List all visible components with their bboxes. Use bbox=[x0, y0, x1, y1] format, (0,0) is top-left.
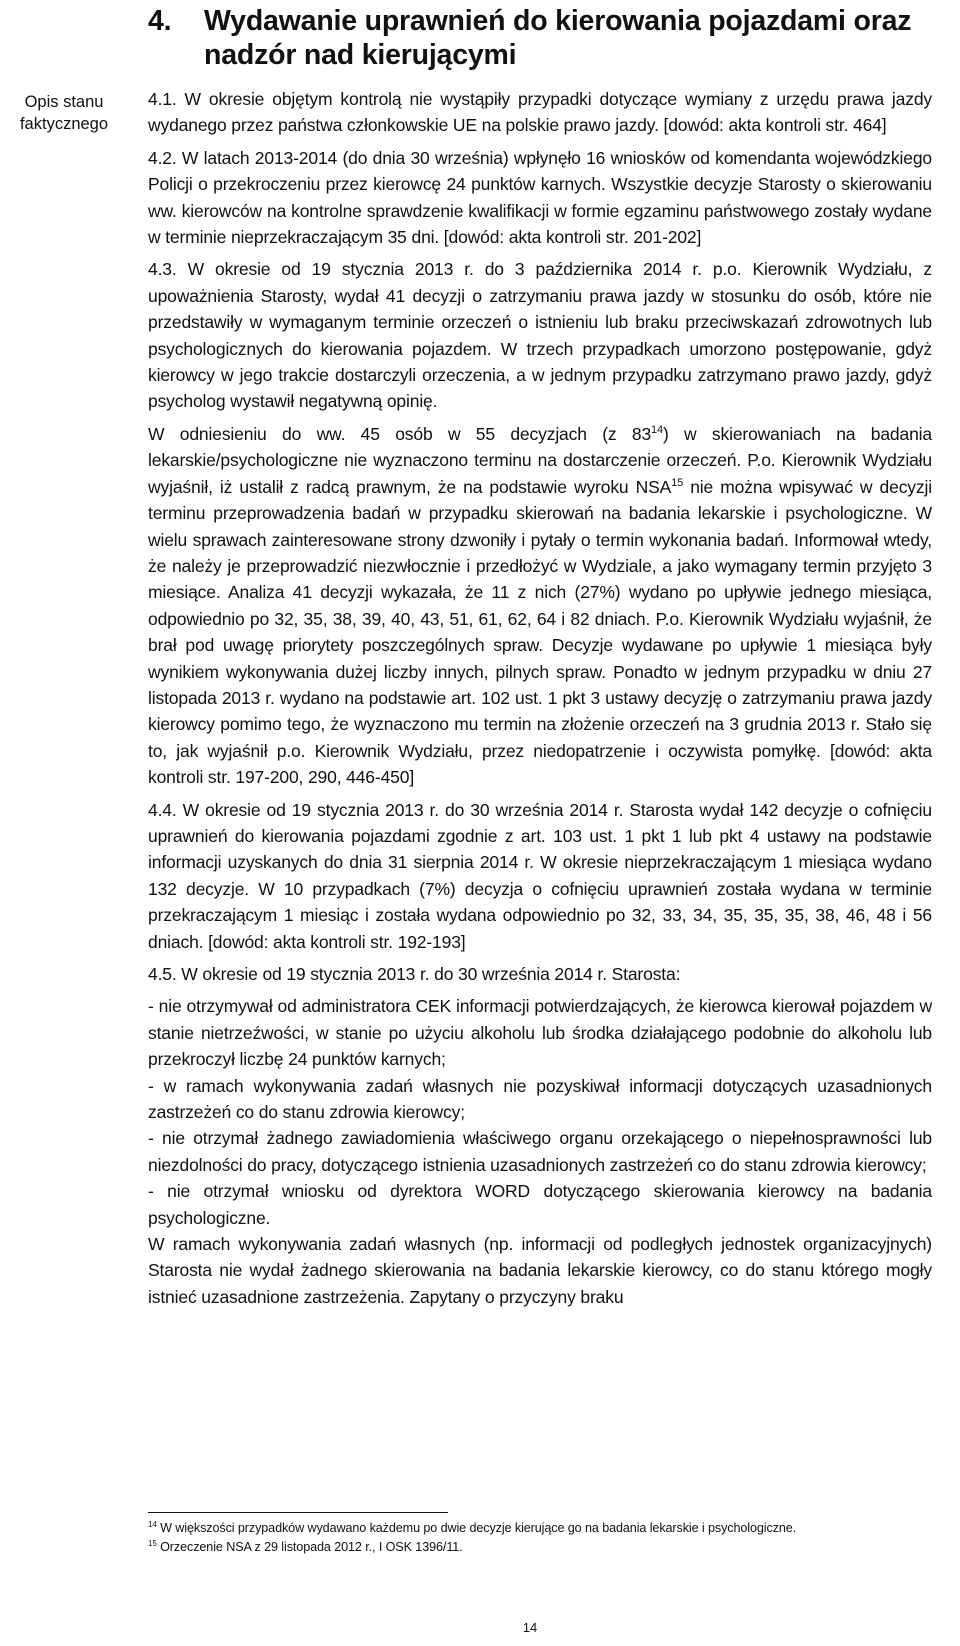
paragraph-4-3: 4.3. W okresie od 19 stycznia 2013 r. do 3 października 2014 r. p.o. Kierownik Wydziału, z upoważnienia Starosty, wydał 41 decyzji o zatrzymaniu prawa jazdy w stosunku do osób, które nie przedstawiły w wymaganym terminie orzeczeń o istnieniu lub braku przeciwskazań zdrowotnych lub psychologicznych do kierowania pojazdem. W trzech przypadkach umorzono postępowanie, gdyż kierowcy w jego trakcie dostarczyli orzeczenia, a w jednym przypadku zatrzymano prawo jazdy, gdyż psycholog wystawił negatywną opinię. bbox=[148, 259, 932, 412]
section-number: 4. bbox=[148, 5, 172, 37]
paragraph-text: W odniesieniu do ww. 45 osób w 55 decyzjach (z 83 bbox=[148, 423, 652, 444]
paragraph-4-4: 4.4. W okresie od 19 stycznia 2013 r. do 30 września 2014 r. Starosta wydał 142 decyzje o cofnięciu uprawnień do kierowania pojazdami zgodnie z art. 103 ust. 1 pkt 1 lub pkt 4 ustawy na podstawie informacji uzyskanych do dnia 31 sierpnia 2014 r. W okresie nieprzekraczającym 1 miesiąca wydano 132 decyzje. W 10 przypadkach (7%) decyzja o cofnięciu uprawnień została wydana w terminie przekraczającym 1 miesiąc i została wydana odpowiednio po 32, 33, 34, 35, 35, 35, 38, 46, 48 i 56 dniach. [dowód: akta kontroli str. 192-193] bbox=[148, 799, 932, 952]
margin-label bbox=[6, 91, 122, 135]
paragraph-4-2: 4.2. W latach 2013-2014 (do dnia 30 września) wpłynęło 16 wniosków od komendanta wojewódzkiego Policji o przekroczeniu przez kierowcę 24 punktów karnych. Wszystkie decyzje Starosty o skierowaniu ww. kierowców na kontrolne sprawdzenie kwalifikacji w formie egzaminu państwowego zostały wydane w terminie nieprzekraczającym 35 dni. [dowód: akta kontroli str. 201-202] bbox=[148, 147, 932, 248]
section-title-line2: nadzór nad kierującymi bbox=[204, 39, 517, 71]
section-title-line1: Wydawanie uprawnień do kierowania pojazdami oraz bbox=[204, 5, 912, 37]
footnote-mark: 14 bbox=[148, 1519, 157, 1529]
footnote-14 bbox=[148, 1519, 938, 1538]
margin-label-line2: faktycznego bbox=[19, 115, 109, 133]
footnote-mark: 15 bbox=[148, 1538, 157, 1548]
paragraph-text: nie można wpisywać w decyzji terminu przeprowadzenia badań w przypadku skierowań na badania lekarskie i psychologiczne. W wielu sprawach zainteresowane strony dzwoniły i pytały o termin wykonania badań. Informował wtedy, że należy je przeprowadzić niezwłocznie i przedłożyć w Wydziale, a jako wymagany termin przyjęto 3 miesiące. Analiza 41 decyzji wykazała, że 11 z nich (27%) wydano po upływie jednego miesiąca, odpowiednio po 32, 35, 38, 39, 40, 43, 51, 61, 62, 64 i 82 dniach. P.o. Kierownik Wydziału wyjaśnił, że brał pod uwagę priorytety poszczególnych spraw. Decyzje wydawane po upływie 1 miesiąca były wynikiem wykonywania dużej liczby innych, pilnych spraw. Ponadto w jednym przypadku w dniu 27 listopada 2013 r. wydano na podstawie art. 102 ust. 1 pkt 3 ustawy decyzję o zatrzymaniu prawa jazdy kierowcy pomimo tego, że wyznaczono mu termin na złożenie orzeczeń na 3 grudnia 2013 r. Stało się to, jak wyjaśnił p.o. Kierownik Wydziału, przez niedopatrzenie i oczywista pomyłkę. [dowód: akta kontroli str. 197-200, 290, 446-450] bbox=[148, 476, 932, 788]
footnote-divider bbox=[148, 1512, 448, 1513]
footnote-ref-15[interactable]: 15 bbox=[671, 476, 684, 489]
paragraph-4-1: 4.1. W okresie objętym kontrolą nie wystąpiły przypadki dotyczące wymiany z urzędu prawa jazdy wydanego przez państwa członkowskie UE na polskie prawo jazdy. [dowód: akta kontroli str. 464] bbox=[148, 89, 932, 136]
document-body bbox=[148, 0, 932, 1316]
footnote-text: W większości przypadków wydawano każdemu po dwie decyzje kierujące go na badania lekarskie i psychologiczne. bbox=[156, 1521, 797, 1535]
paragraph-text: ) w skierowaniach na badania lekarskie/psychologiczne nie wyznaczono terminu na dostarczenie orzeczeń. P.o. Kierownik Wydziału wyjaśnił, iż ustalił z radcą prawnym, że na podstawie wyroku NSA bbox=[148, 423, 932, 497]
page-number: 14 bbox=[522, 1620, 538, 1635]
list-item: - nie otrzymał żadnego zawiadomienia właściwego organu orzekającego o niepełnosprawności lub niezdolności do pracy, dotyczącego istnienia uzasadnionych zastrzeżeń co do stanu zdrowia kierowcy; bbox=[148, 1128, 932, 1175]
footnotes bbox=[148, 1519, 938, 1557]
list-item: - nie otrzymał wniosku od dyrektora WORD dotyczącego skierowania kierowcy na badania psychologiczne. bbox=[148, 1181, 932, 1228]
list-item: - nie otrzymywał od administratora CEK informacji potwierdzających, że kierowca kierował pojazdem w stanie nietrzeźwości, w stanie po użyciu alkoholu lub środka działającego podobnie do alkoholu lub przekroczył liczbę 24 punktów karnych; bbox=[148, 996, 932, 1070]
footnote-text: Orzeczenie NSA z 29 listopada 2012 r., I OSK 1396/11. bbox=[156, 1540, 463, 1554]
footnote-15 bbox=[148, 1538, 938, 1557]
section-heading bbox=[148, 0, 932, 72]
paragraph-closing: W ramach wykonywania zadań własnych (np. informacji od podległych jednostek organizacyjnych) Starosta nie wydał żadnego skierowania na badania lekarskie kierowcy, co do stanu którego mogły istnieć uzasadnione zastrzeżenia. Zapytany o przyczyny braku bbox=[148, 1234, 932, 1307]
footnote-ref-14[interactable]: 14 bbox=[651, 424, 663, 437]
margin-label-line1: Opis stanu bbox=[24, 93, 104, 111]
paragraph-4-5-intro: 4.5. W okresie od 19 stycznia 2013 r. do 30 września 2014 r. Starosta: bbox=[148, 964, 681, 984]
list-item: - w ramach wykonywania zadań własnych nie pozyskiwał informacji dotyczących uzasadnionych zastrzeżeń co do stanu zdrowia kierowcy; bbox=[148, 1075, 932, 1123]
paragraph-4-3-continued bbox=[148, 421, 932, 791]
